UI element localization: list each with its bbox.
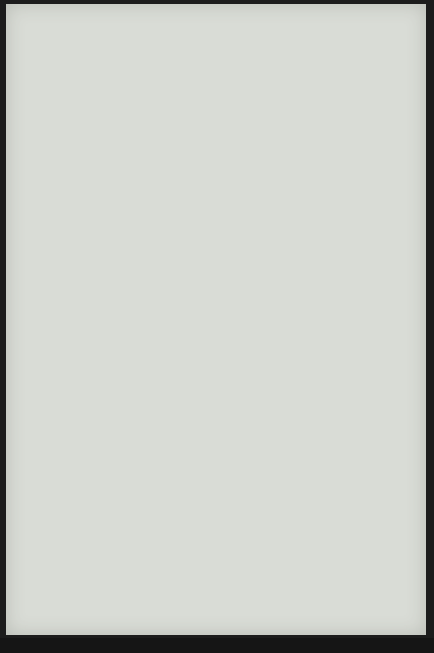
table-grid <box>6 4 426 635</box>
army-form-page <box>6 4 426 635</box>
archive-caption <box>0 638 434 653</box>
